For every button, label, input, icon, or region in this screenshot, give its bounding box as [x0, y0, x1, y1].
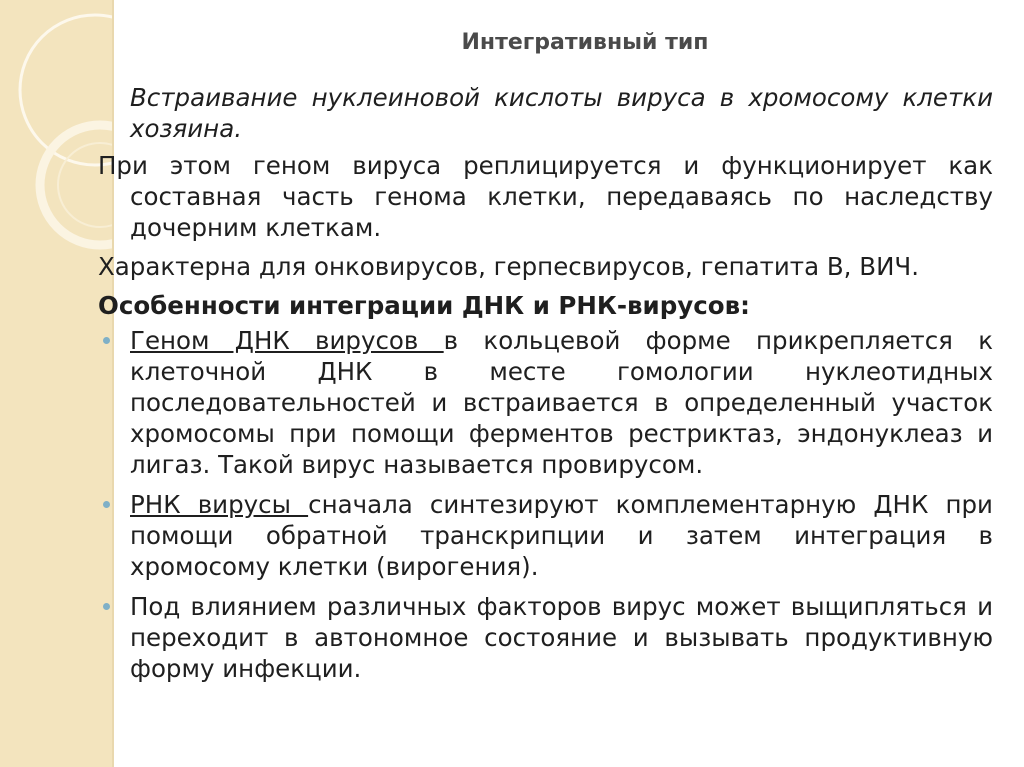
bullet-item-dna: [98, 325, 993, 480]
bullet-text: в кольцевой форме прикрепляется к клеточной ДНК в месте гомологии нуклеотидных последовательностей и встраивается в определенный участок хромосомы при помощи ферментов рестриктаз, эндонуклеаз и лигаз. Такой вирус называется провирусом.: [130, 326, 994, 479]
bullet-item-rna: [98, 489, 993, 582]
slide-title: Интегративный тип: [461, 30, 709, 55]
intro-text: Встраивание нуклеиновой кислоты вируса в хромосому клетки хозяина.: [130, 83, 993, 143]
bullet-text: Под влиянием различных факторов вирус может выщипляться и переходит в автономное состояние и вызывать продуктивную форму инфекции.: [130, 592, 993, 683]
bullet-term: РНК вирусы: [130, 490, 309, 519]
section-heading: Особенности интеграции ДНК и РНК-вирусов:: [98, 291, 750, 320]
slide-content: [98, 82, 993, 693]
decorative-sidebar: [0, 0, 112, 767]
bullet-list: [98, 325, 993, 684]
paragraph-genome: При этом геном вируса реплицируется и функционирует как составная часть генома клетки, передаваясь по наследству дочерним клеткам.: [98, 151, 993, 242]
paragraph-characteristic: Характерна для онковирусов, герпесвирусов, гепатита В, ВИЧ.: [98, 252, 919, 281]
bullet-item-factors: [98, 591, 993, 684]
bullet-dot-icon: [103, 501, 110, 508]
bullet-text: сначала синтезируют комплементарную ДНК при помощи обратной транскрипции и затем интеграция в хромосому клетки (вирогения).: [130, 490, 993, 581]
bullet-dot-icon: [103, 603, 110, 610]
bullet-dot-icon: [103, 337, 110, 344]
decorative-rings: [0, 0, 112, 767]
bullet-term: Геном ДНК вирусов: [130, 326, 444, 355]
